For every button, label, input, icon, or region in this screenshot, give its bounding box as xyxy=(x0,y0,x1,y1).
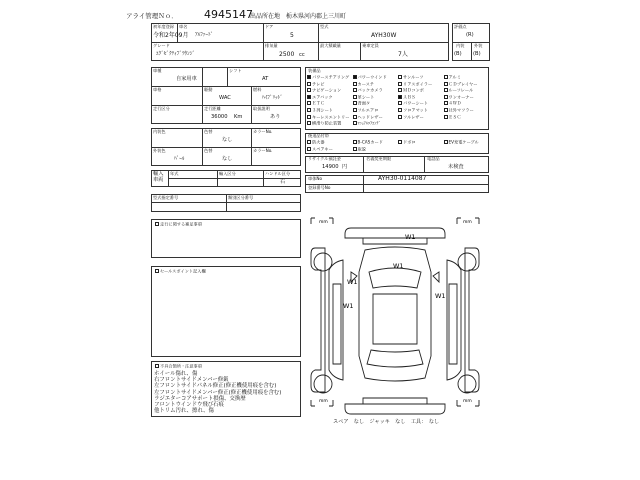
equipment-item-label: ＡＢＳ xyxy=(403,94,416,100)
equipment-item-label: フロアマット xyxy=(403,107,428,113)
unchecked-box-icon xyxy=(444,82,448,86)
unchecked-box-icon xyxy=(307,108,311,112)
fuel-value: ﾊｲﾌﾞﾘｯﾄﾞ xyxy=(262,95,283,101)
equipment-item-label: ﾏﾆｭｱﾙｴｱｺﾝﾃﾞ xyxy=(357,120,381,126)
equipment-item-label: ＭＤコンポ xyxy=(403,87,424,93)
equipment-item xyxy=(398,75,423,80)
color-code-label: カラーNo. xyxy=(253,129,273,134)
equipment-item xyxy=(353,88,383,93)
max-load-label: 最大積載量 xyxy=(320,43,341,48)
equipment-item-label: キーレスエントリー xyxy=(312,114,350,120)
equipment-item-label: アルミ xyxy=(448,74,461,80)
unchecked-box-icon xyxy=(444,115,448,119)
equipment-item xyxy=(353,95,375,100)
manual-value: あり xyxy=(270,114,281,120)
equipment-item xyxy=(307,115,349,120)
damage-mark: W1 xyxy=(343,302,354,310)
unchecked-box-icon xyxy=(398,115,402,119)
ext-color-change-value: なし xyxy=(222,156,233,162)
equipment-item xyxy=(398,95,416,100)
equipment-item-label: ＥＴＣ xyxy=(312,100,325,106)
mileage-label: 走行区分 xyxy=(153,106,170,111)
unchecked-box-icon xyxy=(353,115,357,119)
unchecked-box-icon xyxy=(398,101,402,105)
equipment-item xyxy=(398,88,424,93)
equipment-item xyxy=(398,82,432,87)
unchecked-box-icon xyxy=(353,88,357,92)
import-type-label: 輸入区分 xyxy=(219,171,236,176)
defect-line: 左フロントサイドメンバー修正(修正機使用痕を含む) xyxy=(154,389,282,396)
equipment-item-label: 横滑り防止装置 xyxy=(312,120,342,126)
equipment-item xyxy=(398,115,424,120)
equipment-item-label: フルレザー xyxy=(403,114,424,120)
exterior-score: (B) xyxy=(473,51,481,57)
equipment-item-label: リアスポイラー xyxy=(403,81,433,87)
displacement-value: 2500 xyxy=(279,51,295,58)
defect-line: ラジエターコアサポート損傷、交換歴 xyxy=(154,395,246,402)
equipment-item xyxy=(353,140,383,145)
equipment-item xyxy=(398,108,428,113)
equipment-item-label: ナビゲーション xyxy=(312,87,342,93)
damage-mark: W1 xyxy=(347,278,358,286)
capacity-value: 7人 xyxy=(398,51,408,58)
recycle-fee-label: リサイクル預託金 xyxy=(308,156,341,161)
displacement-label: 排気量 xyxy=(265,43,278,48)
equipment-item-label: バックカメラ xyxy=(357,87,383,93)
int-color-label: 内装色 xyxy=(153,129,166,134)
equipment-item-label: フルエアロ xyxy=(357,107,379,113)
equipment-item xyxy=(444,88,474,93)
equipment-item-label: ＥＳＣ xyxy=(448,114,462,120)
equipment-item xyxy=(444,108,474,113)
model-code-label: 型式 xyxy=(320,24,329,29)
defects-title: 不具合箇所・注意事項 xyxy=(155,364,202,369)
tax-value: 未検査 xyxy=(448,164,464,170)
equipment-item-label: スペアキー xyxy=(312,146,333,152)
odometer-value: 36000 xyxy=(211,114,228,120)
location-value: 栃木県河内郡上三川町 xyxy=(286,13,347,20)
checkbox-icon xyxy=(155,222,159,226)
unchecked-box-icon xyxy=(444,140,448,144)
ext-color-value: ﾊﾟｰﾙ xyxy=(174,156,185,162)
color-change-label: 色替 xyxy=(204,129,213,134)
unchecked-box-icon xyxy=(398,108,402,112)
equipment-item-label: ＣＤプレイヤー xyxy=(448,81,478,87)
equipment-item-label: ルーフレール xyxy=(448,87,474,93)
unchecked-box-icon xyxy=(353,82,357,86)
accessories-label: 後退品付帯 xyxy=(308,133,329,138)
model-code: AYH30W xyxy=(371,32,397,39)
equipment-item xyxy=(398,101,428,106)
defect-line: 他トリム汚れ、擦れ、傷 xyxy=(154,408,214,415)
equipment-item xyxy=(353,75,387,80)
equipment-item-label: 防火器 xyxy=(312,139,325,145)
unchecked-box-icon xyxy=(307,121,311,125)
defect-list xyxy=(154,371,281,414)
displacement-unit: cc xyxy=(299,52,305,58)
equipment-item xyxy=(444,140,479,145)
equipment-item xyxy=(307,75,349,80)
equipment-item-label: 取説 xyxy=(357,146,366,152)
defect-line: ホイール傷れ、傷 xyxy=(154,371,198,377)
defect-line: フロントウインドウ飛び石痕 xyxy=(154,402,224,409)
unchecked-box-icon xyxy=(353,140,357,144)
header xyxy=(126,8,506,20)
door-label: ドア xyxy=(265,24,274,29)
equipment-item xyxy=(444,82,478,87)
ext-color-label: 外装色 xyxy=(153,148,166,153)
equipment-item-label: ワンオーナー xyxy=(448,94,474,100)
equipment-item xyxy=(353,115,383,120)
equipment-item xyxy=(353,147,366,152)
equipment-item xyxy=(307,108,333,113)
unchecked-box-icon xyxy=(307,88,311,92)
mgmt-number: 4945147 xyxy=(204,8,253,21)
unchecked-box-icon xyxy=(398,140,402,144)
sales-point-box xyxy=(151,266,301,357)
tax-label: 電話品 xyxy=(427,156,440,161)
import-year-label: 年式 xyxy=(170,171,179,176)
manual-label: 取扱説明 xyxy=(253,106,270,111)
equipment-item xyxy=(353,121,381,126)
unchecked-box-icon xyxy=(398,75,402,79)
grade-value: ｴｸﾞｾﾞｸﾃｨﾌﾞﾗｳﾝｼﾞ xyxy=(156,51,195,57)
equipment-item xyxy=(353,101,371,106)
shift-label: シフト xyxy=(229,68,242,73)
equipment-item xyxy=(353,108,379,113)
unchecked-box-icon xyxy=(444,75,448,79)
grade-label: グレード xyxy=(153,43,170,48)
equipment-item xyxy=(444,115,462,120)
mgmt-label: アライ管理Ｎｏ． xyxy=(126,12,178,20)
import-label: 輸入車両 xyxy=(153,171,164,183)
damage-mark: W1 xyxy=(435,292,446,300)
equipment-item-label: パワーステアリング xyxy=(312,74,350,80)
equipment-item xyxy=(353,82,374,87)
unchecked-box-icon xyxy=(307,82,311,86)
defect-line: 右フロントサイドメンバー修鈑 xyxy=(154,377,229,384)
checked-box-icon xyxy=(307,75,311,79)
equipment-item-label: テレビ xyxy=(312,81,325,87)
type-label: 車格 xyxy=(153,87,162,92)
equipment-item xyxy=(307,121,341,126)
usage-label: 車種 xyxy=(153,68,162,73)
frame-number-label: 車体No xyxy=(308,176,323,181)
checkbox-icon xyxy=(155,364,159,368)
ext-color-change-label: 色替 xyxy=(204,148,213,153)
damage-mark: W1 xyxy=(393,262,404,270)
handle-value: 右 xyxy=(280,179,286,185)
interior-score: (B) xyxy=(454,51,462,57)
damage-mark: W1 xyxy=(405,233,416,241)
equipment-item xyxy=(444,95,474,100)
equipment-item xyxy=(307,82,324,87)
category-number-label: 類別区分番号 xyxy=(228,195,254,200)
car-name: ｱﾙﾌｧｰﾄﾞ xyxy=(195,32,214,38)
equipment-item xyxy=(444,75,461,80)
unchecked-box-icon xyxy=(307,147,311,151)
diagram-footer: スペア なし ジャッキ なし 工具： なし xyxy=(333,419,440,425)
equipment-item-label: カーステ xyxy=(357,81,374,87)
damage-marks xyxy=(343,233,446,310)
unchecked-box-icon xyxy=(353,95,357,99)
equipment-item-label: エアバック xyxy=(312,94,333,100)
equipment-item-label: ヘッドレザー xyxy=(357,114,383,120)
mm-label: mm xyxy=(463,399,472,404)
door-count: 5 xyxy=(290,32,294,39)
equipment-item-label: ３列シート xyxy=(312,107,333,113)
equipment-item-label: EV充電ケーブル xyxy=(448,139,479,145)
checked-box-icon xyxy=(353,75,357,79)
drive-value: WAC xyxy=(219,95,231,101)
registration-number-label: 登録番号No xyxy=(308,185,331,190)
unchecked-box-icon xyxy=(398,82,402,86)
checked-box-icon xyxy=(307,95,311,99)
defect-line: 左フロントサイドパネル修正(修正機使用痕を含む) xyxy=(154,383,277,390)
unchecked-box-icon xyxy=(398,88,402,92)
type-designation-label: 型式指定番号 xyxy=(153,195,179,200)
driving-remarks-title: 走行に関する補足事項 xyxy=(155,222,202,227)
ext-color-code-label: カラーNo. xyxy=(253,148,273,153)
shift-value: AT xyxy=(262,76,269,82)
mm-label: mm xyxy=(319,399,328,404)
drive-label: 駆動 xyxy=(204,87,213,92)
unchecked-box-icon xyxy=(353,147,357,151)
sales-point-title: セールスポイント記入欄 xyxy=(155,269,206,274)
damage-diagram xyxy=(305,214,489,430)
equipment-item xyxy=(307,140,325,145)
frame-number: AYH30-0114087 xyxy=(378,175,427,182)
equipment-item-label: 背面タ xyxy=(357,100,371,106)
equipment-item xyxy=(307,147,333,152)
interior-label: 内装 xyxy=(456,43,465,48)
unchecked-box-icon xyxy=(444,108,448,112)
unchecked-box-icon xyxy=(307,115,311,119)
unchecked-box-icon xyxy=(444,101,448,105)
fuel-label: 燃料 xyxy=(253,87,262,92)
mm-label: mm xyxy=(463,220,472,225)
name-label: 車名 xyxy=(179,24,188,29)
equipment-item-label: B-CASカード xyxy=(357,139,383,145)
checkbox-icon xyxy=(155,269,159,273)
usage-value: 自家用車 xyxy=(176,76,197,82)
equipment-item-label: 社外マフラー xyxy=(448,107,474,113)
equipment-item xyxy=(444,101,462,106)
transfer-deadline-label: 名義変更期限 xyxy=(366,156,392,161)
equipment-item-label: パワーシート xyxy=(403,100,429,106)
unchecked-box-icon xyxy=(353,121,357,125)
equipment-item xyxy=(307,88,341,93)
equipment-item-label: 革シート xyxy=(357,94,375,100)
checked-box-icon xyxy=(398,95,402,99)
location-label: 出品所在地 xyxy=(250,13,281,20)
equipment-item-label: ドボロ xyxy=(403,139,416,145)
odometer-label: 走行距離 xyxy=(204,106,221,111)
exterior-label: 外装 xyxy=(474,43,483,48)
equipment-item xyxy=(307,101,325,106)
equipment-label: 装備品 xyxy=(308,68,321,73)
equipment-item xyxy=(307,95,333,100)
unchecked-box-icon xyxy=(444,95,448,99)
equipment-item-label: ４ＷＤ xyxy=(448,100,462,106)
rating-label: 評価点 xyxy=(454,24,467,29)
unchecked-box-icon xyxy=(307,140,311,144)
color-change-value: なし xyxy=(222,137,233,143)
car-outline-diagram xyxy=(305,214,489,430)
mm-label: mm xyxy=(319,220,328,225)
reg-year-label: 初年度登録 xyxy=(153,24,174,29)
equipment-item-label: サンルーフ xyxy=(403,74,424,80)
equipment-item xyxy=(398,140,416,145)
unchecked-box-icon xyxy=(307,101,311,105)
capacity-label: 乗車定員 xyxy=(362,43,379,48)
handle-label: ハンドル区分 xyxy=(265,171,291,176)
reg-year: 令和2年09月 xyxy=(153,32,189,39)
recycle-fee-unit: 円 xyxy=(342,164,348,170)
unchecked-box-icon xyxy=(353,108,357,112)
equipment-item-label: パワーウインド xyxy=(357,74,387,80)
unchecked-box-icon xyxy=(444,88,448,92)
recycle-fee: 14900 xyxy=(322,164,339,170)
odometer-unit: Km xyxy=(234,114,243,120)
rating-score: (R) xyxy=(466,32,474,38)
unchecked-box-icon xyxy=(353,101,357,105)
